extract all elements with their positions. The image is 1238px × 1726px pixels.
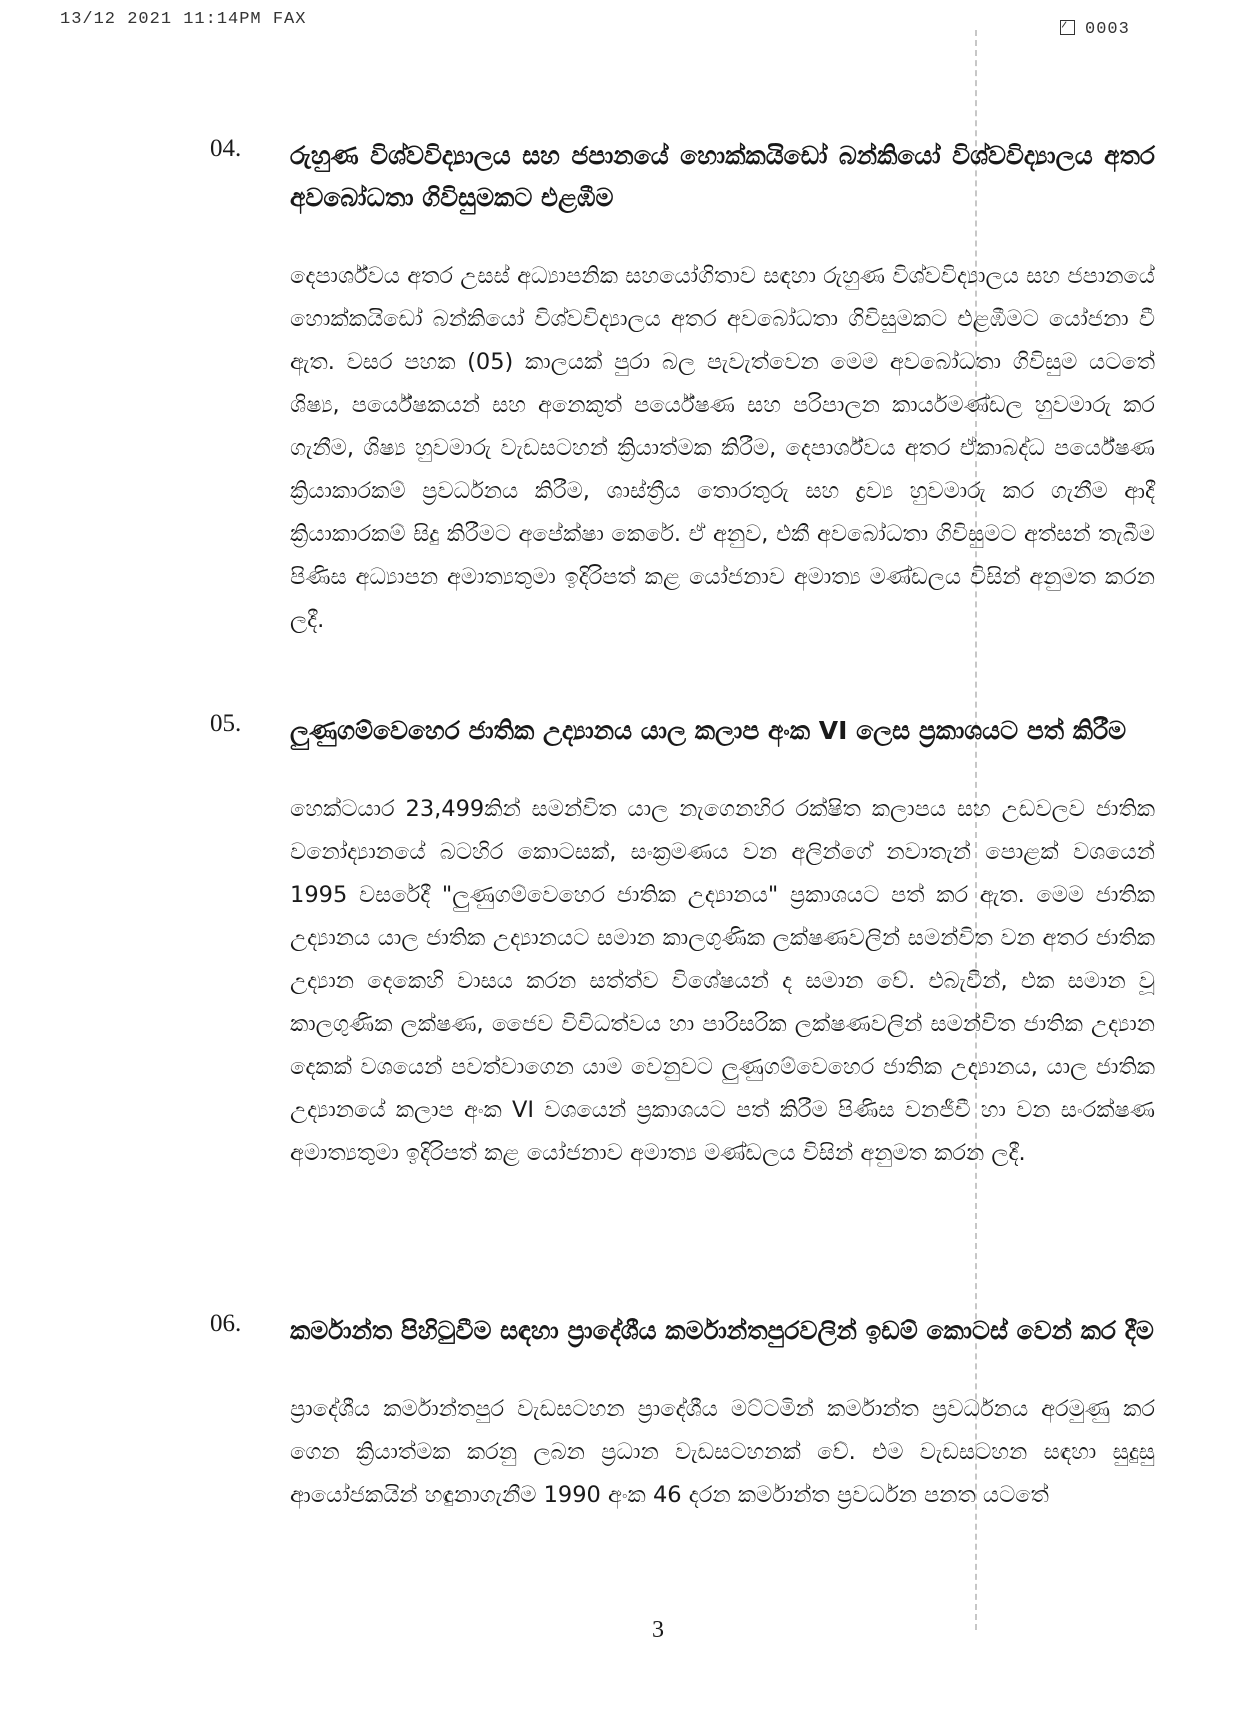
section-title: කර්මාන්ත පිහිටුවීම සඳහා ප්‍රාදේශීය කර්මාන්තපුරවලින් ඉඩම් කොටස් වෙන් කර දීම bbox=[290, 1316, 1154, 1345]
section-04 bbox=[210, 135, 1155, 642]
fax-header-datetime: 13/12 2021 11:14PM FAX bbox=[60, 10, 307, 29]
fax-page-code bbox=[1060, 20, 1130, 39]
section-body: දෙපාර්ශ්වය අතර උසස් අධ්‍යාපනික සහයෝගිතාව සඳහා රුහුණ විශ්වවිද්‍යාලය සහ ජපානයේ හොක්කයිඩෝ බන්කියෝ විශ්වවිද්‍යාලය අතර අවබෝධතා ගිවිසුමකට එළඹීමට යෝජනා වී ඇත. වසර පහක (05) කාලයක් පුරා බල පැවැත්වෙන මෙම අවබෝධතා ගිවිසුම යටතේ ශිෂ්‍ය, පර්යේෂකයන් සහ අනෙකුත් පර්යේෂණ සහ පරිපාලන කාර්යමණ්ඩල හුවමාරු කර ගැනීම, ශිෂ්‍ය හුවමාරු වැඩසටහන් ක්‍රියාත්මක කිරීම, දෙපාර්ශ්වය අතර ඒකාබද්ධ පර්යේෂණ ක්‍රියාකාරකම් ප්‍රවර්ධනය කිරීම, ශාස්ත්‍රීය තොරතුරු සහ ද්‍රව්‍ය හුවමාරු කර ගැනීම ආදී ක්‍රියාකාරකම් සිදු කිරීමට අපේක්ෂා කෙරේ. ඒ අනුව, එකී අවබෝධතා ගිවිසුමට අත්සන් තැබීම පිණිස අධ්‍යාපන අමාත්‍යතුමා ඉදිරිපත් කළ යෝජනාව අමාත්‍ය මණ්ඩලය විසින් අනුමත කරන ලදී. bbox=[290, 263, 1155, 633]
fax-page-code-text: 0003 bbox=[1085, 20, 1130, 39]
section-number: 05. bbox=[210, 710, 242, 737]
section-number: 06. bbox=[210, 1310, 242, 1337]
section-title: ලුණුගම්වෙහෙර ජාතික උද්‍යානය යාල කලාප අංක VI ලෙස ප්‍රකාශයට පත් කිරීම bbox=[290, 716, 1127, 745]
section-body: ප්‍රාදේශීය කර්මාන්තපුර වැඩසටහන ප්‍රාදේශීය මට්ටමින් කර්මාන්ත ප්‍රවර්ධනය අරමුණු කර ගෙන ක්‍රියාත්මක කරනු ලබන ප්‍රධාන වැඩසටහනක් වේ. එම වැඩසටහන සඳහා සුදුසු ආයෝජකයින් හඳුනාගැනීම 1990 අංක 46 දරන කර්මාන්ත ප්‍රවර්ධන පනත යටතේ bbox=[290, 1396, 1155, 1508]
section-05 bbox=[210, 710, 1155, 1175]
section-number: 04. bbox=[210, 135, 242, 162]
section-title: රුහුණ විශ්වවිද්‍යාලය සහ ජපානයේ හොක්කයිඩෝ බන්කියෝ විශ්වවිද්‍යාලය අතර අවබෝධතා ගිවිසුමකට එළඹීම bbox=[290, 141, 1155, 212]
section-body: හෙක්ටයාර 23,499කින් සමන්විත යාල නැගෙනහිර රක්ෂිත කලාපය සහ උඩවලව ජාතික වනෝද්‍යානයේ බටහිර කොටසක්, සංක්‍රමණය වන අලින්ගේ නවාතැන් පොළක් වශයෙන් 1995 වසරේදී "ලුණුගම්වෙහෙර ජාතික උද්‍යානය" ප්‍රකාශයට පත් කර ඇත. මෙම ජාතික උද්‍යානය යාල ජාතික උද්‍යානයට සමාන කාලගුණික ලක්ෂණවලින් සමන්විත වන අතර ජාතික උද්‍යාන දෙකෙහි වාසය කරන සත්ත්ව විශේෂයන් ද සමාන වේ. එබැවින්, එක සමාන වූ කාලගුණික ලක්ෂණ, ජෛව විවිධත්වය හා පාරිසරික ලක්ෂණවලින් සමන්විත ජාතික උද්‍යාන දෙකක් වශයෙන් පවත්වාගෙන යාම වෙනුවට ලුණුගම්වෙහෙර ජාතික උද්‍යානය, යාල ජාතික උද්‍යානයේ කලාප අංක VI වශයෙන් ප්‍රකාශයට පත් කිරීම පිණිස වනජීවී හා වන සංරක්ෂණ අමාත්‍යතුමා ඉදිරිපත් කළ යෝජනාව අමාත්‍ය මණ්ඩලය විසින් අනුමත කරන ලදී. bbox=[290, 796, 1155, 1166]
page-number: 3 bbox=[652, 1617, 664, 1643]
checkbox-icon bbox=[1060, 20, 1075, 35]
section-06 bbox=[210, 1310, 1155, 1517]
